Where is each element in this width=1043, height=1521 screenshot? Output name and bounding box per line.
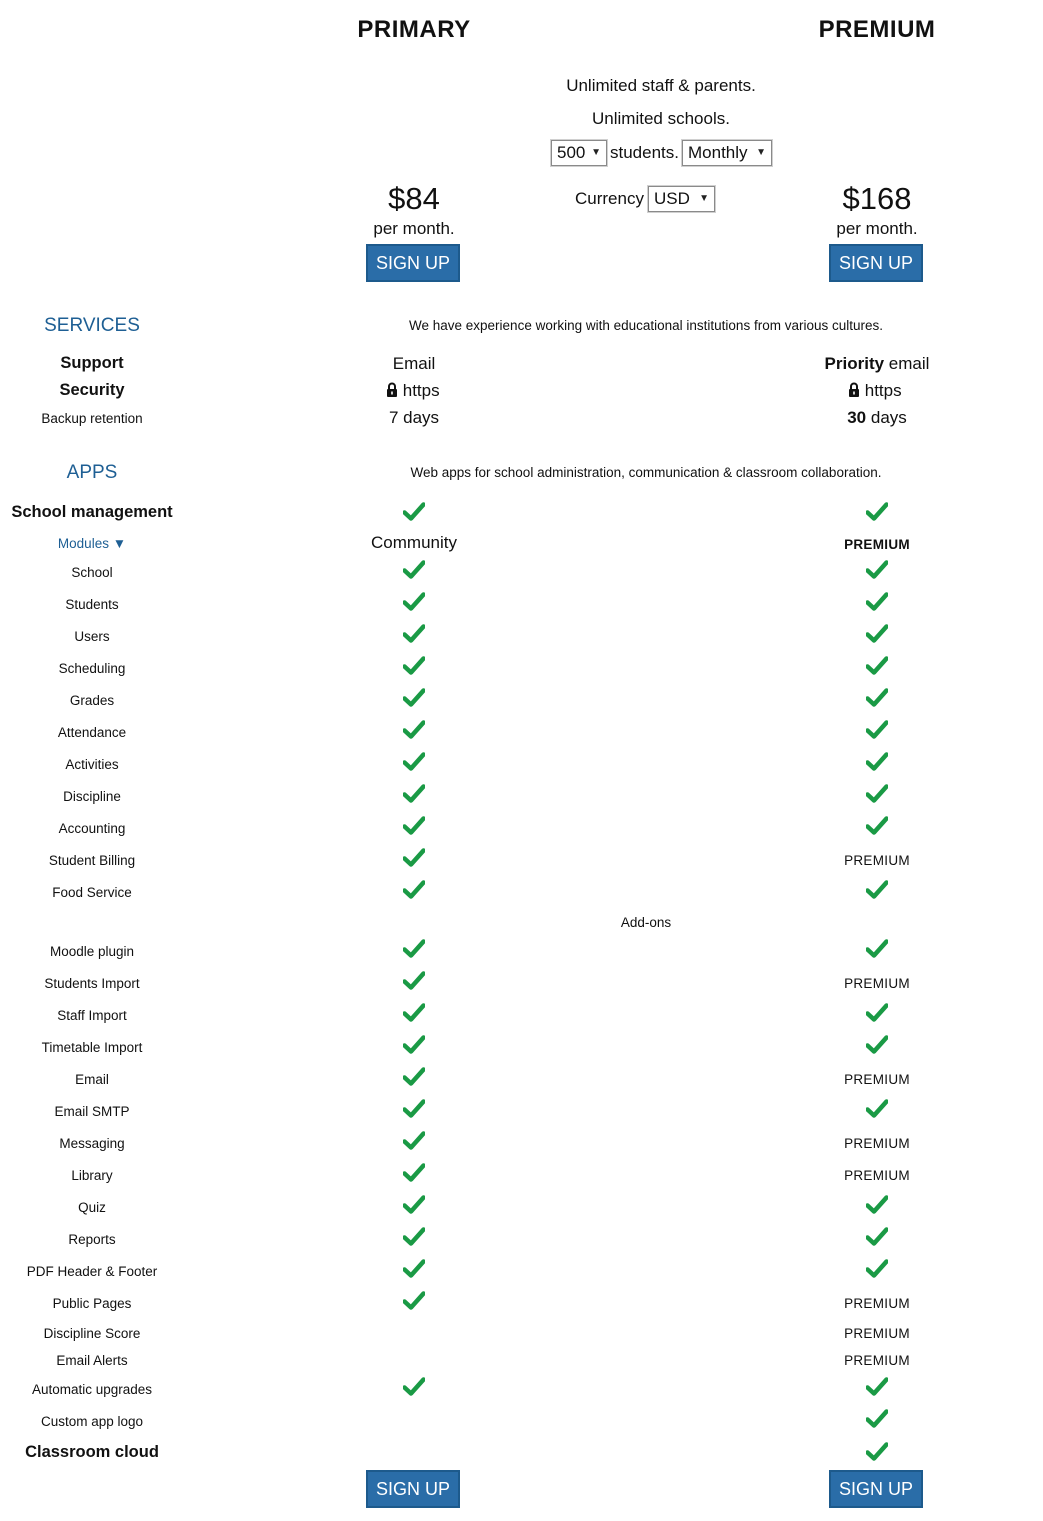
apps-description: Web apps for school administration, communication & classroom collaboration. [410,465,882,480]
check-icon [866,1409,890,1429]
check-icon [866,720,890,740]
check-icon [403,1259,427,1279]
premium-security-value: https [848,381,902,401]
check-icon [866,656,890,676]
check-icon [403,1003,427,1023]
check-icon [403,784,427,804]
check-icon [866,939,890,959]
primary-price: $84 [388,181,440,216]
check-icon [866,624,890,644]
check-icon [866,1035,890,1055]
check-icon [866,1099,890,1119]
classroom-cloud-label: Classroom cloud [25,1443,159,1461]
premium-backup-value: 30 days [847,408,907,427]
addon-row-label: PDF Header & Footer [26,1264,158,1279]
check-icon [403,688,427,708]
addon-row-label: Quiz [78,1200,106,1215]
premium-price: $168 [842,181,912,216]
primary-backup-value: 7 days [388,408,440,427]
check-icon [866,1003,890,1023]
addon-row-label: Moodle plugin [49,944,135,959]
addon-row-premium-value: PREMIUM [844,1072,910,1087]
module-row-label: Food Service [52,885,132,900]
check-icon [403,1067,427,1087]
module-row-label: Attendance [57,725,127,740]
check-icon [403,624,427,644]
primary-signup-button-bottom[interactable]: SIGN UP [366,1470,460,1508]
security-label: Security [59,381,125,399]
check-icon [403,592,427,612]
check-icon [866,688,890,708]
students-label: students. [610,143,679,162]
check-icon [403,1099,427,1119]
addon-row-label: Students Import [44,976,140,991]
check-icon [866,1442,890,1462]
check-icon [866,560,890,580]
primary-plan-title: PRIMARY [357,16,471,43]
check-icon [403,939,427,959]
check-icon [403,880,427,900]
addon-row-label: Discipline Score [43,1326,141,1341]
check-icon [403,1195,427,1215]
addon-row-label: Email SMTP [54,1104,130,1119]
module-row-label: School [71,565,113,580]
check-icon [866,592,890,612]
addon-row-label: Custom app logo [40,1414,144,1429]
check-icon [403,656,427,676]
lock-icon [386,382,398,398]
addon-row-label: Email Alerts [56,1353,128,1368]
addon-row-label: Messaging [59,1136,125,1151]
services-description: We have experience working with educational institutions from various cultures. [409,318,883,333]
module-row-label: Accounting [58,821,126,836]
school-management-label: School management [11,503,173,521]
support-label: Support [60,354,124,372]
check-icon [403,1035,427,1055]
students-select[interactable]: 500 ▼ [551,140,607,166]
addon-row-label: Email [75,1072,109,1087]
check-icon [866,1259,890,1279]
check-icon [403,1131,427,1151]
premium-support-value: Priority email [824,354,930,373]
check-icon [403,502,427,522]
premium-plan-title: PREMIUM [818,16,936,43]
check-icon [403,971,427,991]
currency-select[interactable]: USD ▼ [648,186,715,212]
check-icon [866,1377,890,1397]
addon-row-label: Timetable Import [41,1040,143,1055]
primary-signup-button[interactable]: SIGN UP [366,244,460,282]
module-row-label: Activities [65,757,119,772]
addon-row-premium-value: PREMIUM [844,1168,910,1183]
check-icon [866,880,890,900]
billing-period-select[interactable]: Monthly ▼ [682,140,772,166]
addon-row-label: Public Pages [52,1296,132,1311]
module-row-label: Grades [69,693,115,708]
addon-row-premium-value: PREMIUM [844,1136,910,1151]
addon-row-label: Library [71,1168,113,1183]
module-row-premium-value: PREMIUM [844,853,910,868]
check-icon [866,752,890,772]
addon-row-premium-value: PREMIUM [844,1326,910,1341]
addon-row-label: Reports [68,1232,116,1247]
primary-edition-label: Community [371,533,457,552]
check-icon [403,560,427,580]
check-icon [866,1227,890,1247]
addon-row-premium-value: PREMIUM [844,976,910,991]
module-row-label: Discipline [63,789,121,804]
apps-heading: APPS [66,462,118,483]
check-icon [403,848,427,868]
check-icon [866,502,890,522]
lock-icon [848,382,860,398]
addon-row-premium-value: PREMIUM [844,1296,910,1311]
currency-label: Currency [575,189,644,208]
premium-signup-button[interactable]: SIGN UP [829,244,923,282]
premium-signup-button-bottom[interactable]: SIGN UP [829,1470,923,1508]
module-row-label: Users [74,629,110,644]
module-row-label: Student Billing [48,853,136,868]
addons-label: Add-ons [620,915,672,930]
backup-label: Backup retention [41,411,143,426]
dropdown-arrow-icon: ▼ [756,147,766,158]
module-row-label: Scheduling [58,661,126,676]
addon-row-label: Staff Import [57,1008,127,1023]
premium-per-month: per month. [836,219,918,238]
dropdown-arrow-icon: ▼ [699,193,709,204]
check-icon [866,784,890,804]
addon-row-label: Automatic upgrades [31,1382,153,1397]
check-icon [403,720,427,740]
check-icon [403,1291,427,1311]
addon-row-premium-value: PREMIUM [844,1353,910,1368]
primary-support-value: Email [392,354,436,373]
premium-edition-label: PREMIUM [844,537,910,552]
check-icon [403,1227,427,1247]
services-heading: SERVICES [44,315,140,336]
modules-toggle[interactable]: Modules ▼ [57,536,127,551]
check-icon [866,816,890,836]
primary-per-month: per month. [373,219,455,238]
check-icon [866,1195,890,1215]
check-icon [403,816,427,836]
check-icon [403,1163,427,1183]
primary-security-value: https [386,381,440,401]
dropdown-arrow-icon: ▼ [591,147,601,158]
staff-line: Unlimited staff & parents. [566,76,756,95]
check-icon [403,752,427,772]
module-row-label: Students [65,597,119,612]
schools-line: Unlimited schools. [592,109,730,128]
check-icon [403,1377,427,1397]
